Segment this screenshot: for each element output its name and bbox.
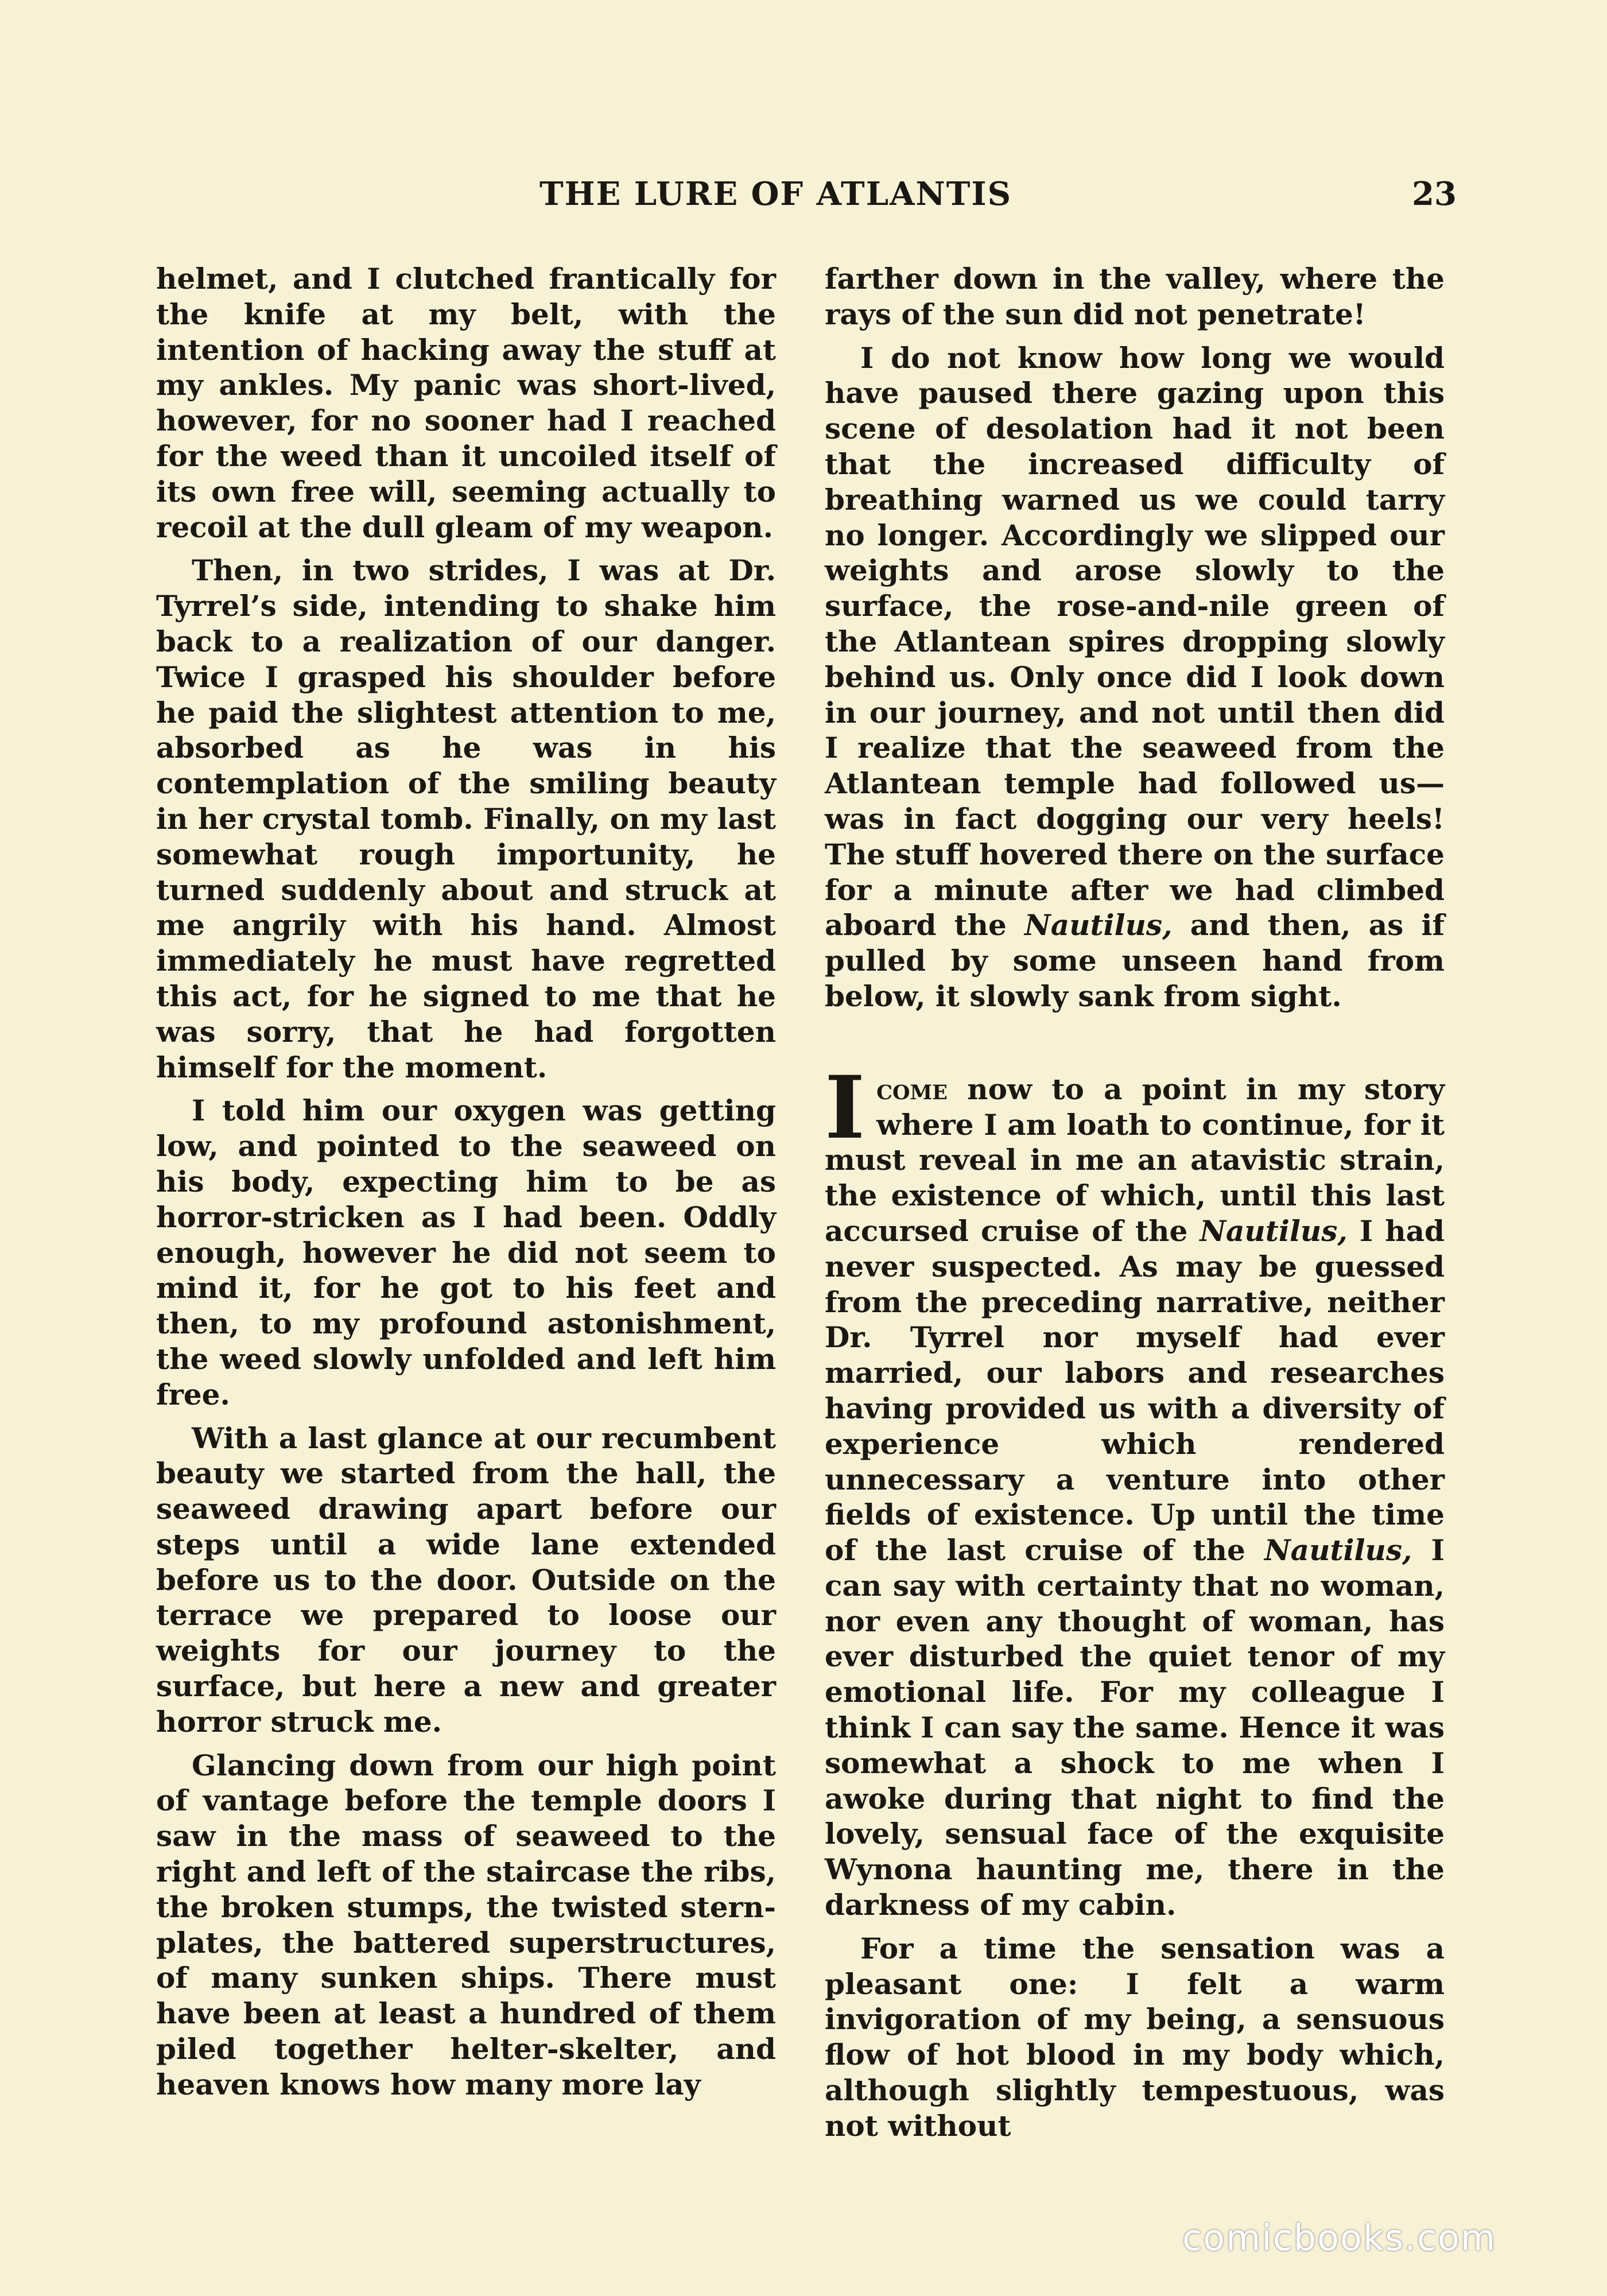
drop-cap: I <box>825 1057 865 1158</box>
ship-name: Nautilus, <box>1264 1533 1412 1568</box>
paragraph: Glancing down from our high point of vantage before the temple doors I saw in the mass of seaweed to the right and left of the staircase the ribs, the broken stumps, the twisted stern-plates, the battered superstructures, of many sunken ships. There must have been at least a hundred of them piled together helter-skelter, and heaven knows how many more lay <box>156 1748 776 2101</box>
paragraph: I told him our oxygen was getting low, and pointed to the seaweed on his body, expecting him to be as horror-stricken as I had been. Oddly enough, however he did not seem to mind it, for he got to his feet and then, to my profound astonishment, the weed slowly unfolded and left him free. <box>156 1093 776 1411</box>
page-number: 23 <box>1412 175 1457 213</box>
left-column <box>156 261 776 2103</box>
text-run: now to a point in my story where I am loath to continue, for it must reveal in me an atavistic strain, the existence of which, until this last accursed cruise of the <box>825 1072 1445 1248</box>
ship-name: Nautilus, <box>1200 1213 1348 1248</box>
text-run: I had never suspected. As may be guessed from the preceding narrative, neither Dr. Tyrrel nor myself had ever married, our labors and researches having provided us with a diversity of experience which rendered unnecessary a venture into other fields of existence. Up until the time of the last cruise of the <box>825 1213 1445 1568</box>
ship-name: Nautilus, <box>1024 908 1173 943</box>
text-run: I can say with certainty that no woman, nor even any thought of woman, has ever disturbed the quiet tenor of my emotional life. For my colleague I think I can say the same. Hence it was somewhat a shock to me when I awoke during that night to find the lovely, sensual face of the exquisite Wynona haunting me, there in the darkness of my cabin. <box>825 1533 1445 1922</box>
paragraph: helmet, and I clutched frantically for the knife at my belt, with the intention of hacking away the stuff at my ankles. My panic was short-lived, however, for no sooner had I reached for the weed than it uncoiled itself of its own free will, seeming actually to recoil at the dull gleam of my weapon. <box>156 262 776 544</box>
running-title: THE LURE OF ATLANTIS <box>539 175 1012 213</box>
watermark-logo: comicbooks.com <box>1182 2217 1497 2259</box>
section-opening-paragraph <box>825 1057 1445 1923</box>
paragraph <box>825 340 1445 1014</box>
text-run: I do not know how long we would have paused there gazing upon this scene of desolation had it not been that the increased difficulty of breathing warned us we could tarry no longer. Accordingly we slipped our weights and arose slowly to the surface, the rose-and-nile green of the Atlantean spires dropping slowly behind us. Only once did I look down in our journey, and not until then did I realize that the seaweed from the Atlantean temple had followed us—was in fact dogging our very heels! The stuff hovered there on the surface for a minute after we had climbed aboard the <box>825 340 1445 943</box>
right-column <box>825 261 1445 2144</box>
paragraph: Then, in two strides, I was at Dr. Tyrrel’s side, intending to shake him back to a realization of our danger. Twice I grasped his shoulder before he paid the slightest attention to me, absorbed as he was in his contemplation of the smiling beauty in her crystal tomb. Finally, on my last somewhat rough importunity, he turned suddenly about and struck at me angrily with his hand. Almost immediately he must have regretted this act, for he signed to me that he was sorry, that he had forgotten himself for the moment. <box>156 553 776 1084</box>
small-caps-lead: come <box>876 1072 948 1106</box>
paragraph: For a time the sensation was a pleasant one: I felt a warm invigoration of my being, a sensuous flow of hot blood in my body which, although slightly tempestuous, was not without <box>825 1931 1445 2143</box>
paragraph: farther down in the valley, where the rays of the sun did not penetrate! <box>825 262 1445 331</box>
paragraph: With a last glance at our recumbent beauty we started from the hall, the seaweed drawing apart before our steps until a wide lane extended before us to the door. Outside on the terrace we prepared to loose our weights for our journey to the surface, but here a new and greater horror struck me. <box>156 1421 776 1739</box>
text-run: and then, as if pulled by some unseen hand from below, it slowly sank from sight. <box>825 908 1445 1013</box>
